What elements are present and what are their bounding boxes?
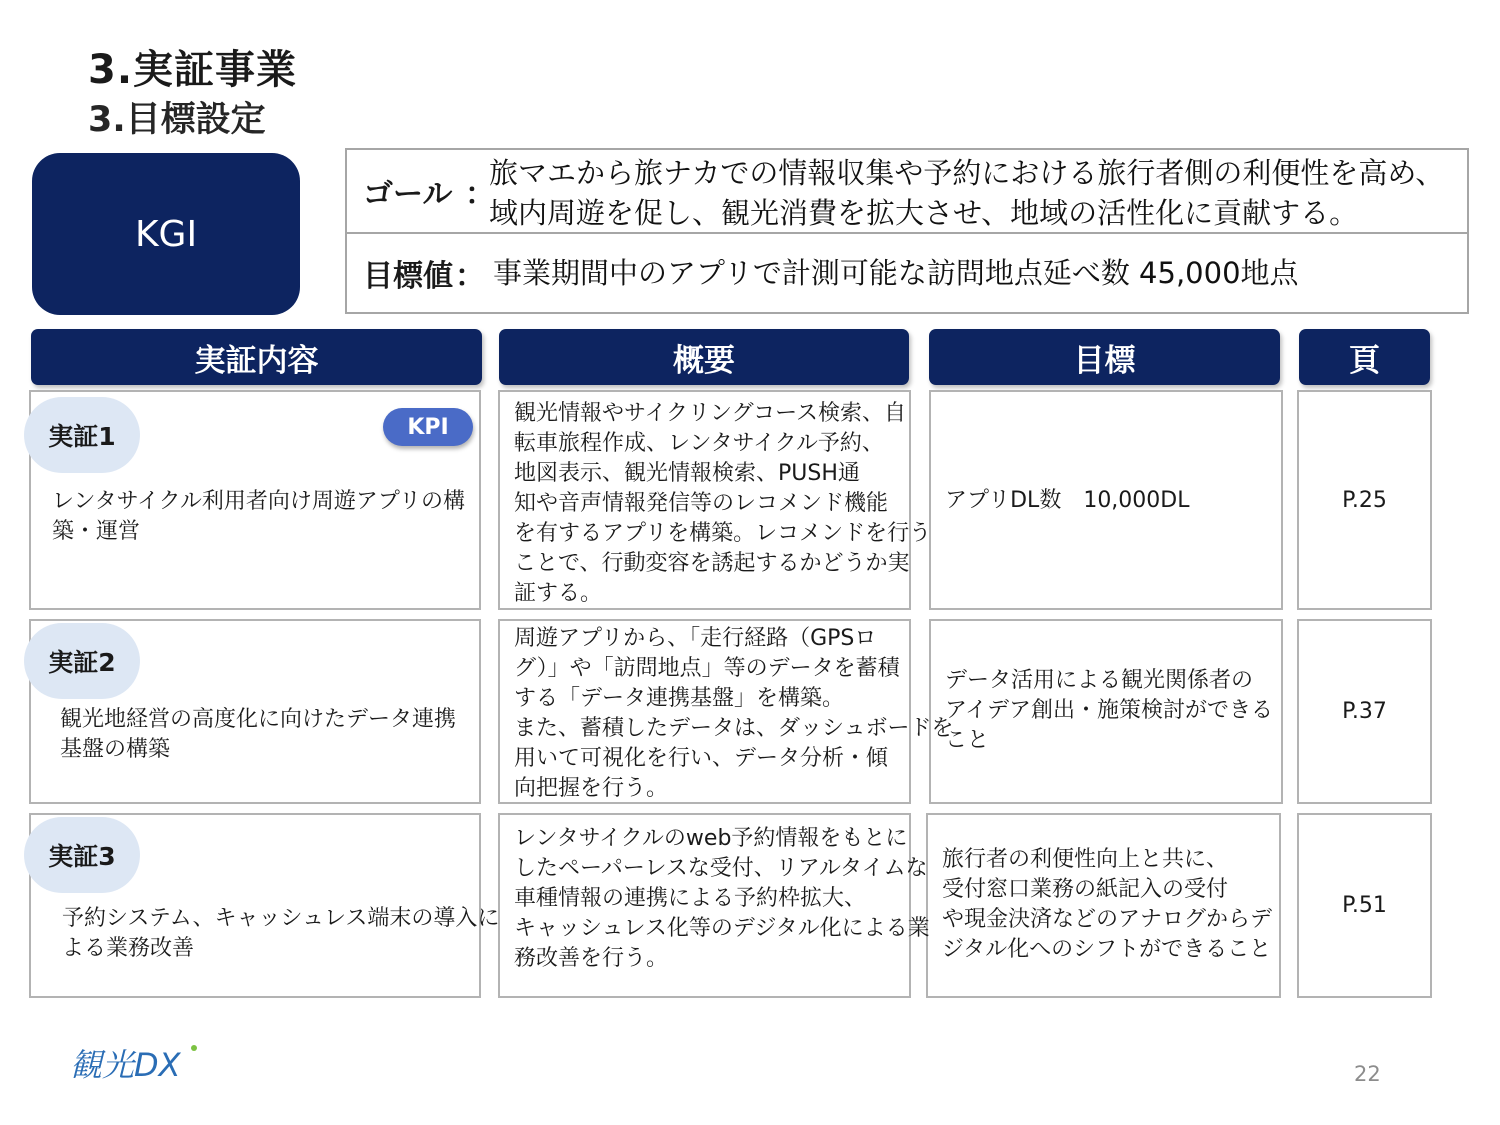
kgi-goal-table xyxy=(345,148,1469,314)
goal-colon: ： xyxy=(465,177,495,212)
goal-line: データ活用による観光関係者の xyxy=(945,668,1254,693)
summary-line: する「データ連携基盤」を構築。 xyxy=(514,686,845,711)
row-1-tag: 実証1 xyxy=(24,397,140,473)
summary-line: 転車旅程作成、レンタサイクル予約、 xyxy=(514,431,884,456)
target-colon: ： xyxy=(455,259,485,294)
summary-line: 向把握を行う。 xyxy=(514,776,669,801)
goal-line: 受付窓口業務の紙記入の受付 xyxy=(942,877,1229,902)
row-2-tag: 実証2 xyxy=(24,623,140,699)
goal-line: こと xyxy=(945,728,990,753)
goal-label: ゴール xyxy=(363,177,453,212)
row-3-page-ref: P.51 xyxy=(1342,893,1387,918)
target-row xyxy=(347,234,1467,312)
logo-graphic xyxy=(70,1040,200,1084)
kgi-label-box xyxy=(32,153,300,315)
summary-line: 周遊アプリから、「走行経路（GPSロ xyxy=(514,626,877,651)
summary-line: 用いて可視化を行い、データ分析・傾 xyxy=(514,746,889,771)
goal-line: ジタル化へのシフトができること xyxy=(942,937,1272,962)
page-subtitle: 3.目標設定 xyxy=(88,100,266,140)
row-2-content-text xyxy=(60,705,456,765)
row-2-content-line2: 基盤の構築 xyxy=(60,737,171,762)
goal-text xyxy=(489,153,1444,233)
summary-line: また、蓄積したデータは、ダッシュボードを xyxy=(514,716,954,741)
goal-line: アイデア創出・施策検討ができる xyxy=(945,698,1274,723)
page-title: 3.実証事業 xyxy=(88,47,298,93)
goal-text-line2: 域内周遊を促し、観光消費を拡大させ、地域の活性化に貢献する。 xyxy=(489,196,1359,230)
kpi-badge: KPI xyxy=(383,408,473,446)
row-2-page-ref: P.37 xyxy=(1342,699,1387,724)
goal-line: 旅行者の利便性向上と共に、 xyxy=(942,847,1229,872)
row-3-content-text xyxy=(62,904,499,964)
row-2-goal-text xyxy=(945,666,1273,756)
row-3-content-line2: よる業務改善 xyxy=(62,936,195,961)
summary-line: を有するアプリを構築。レコメンドを行う xyxy=(514,521,932,546)
column-header-summary: 概要 xyxy=(499,329,909,385)
row-1-content-line1: レンタサイクル利用者向け周遊アプリの構 xyxy=(52,489,466,514)
summary-line: 車種情報の連携による予約枠拡大、 xyxy=(514,886,867,911)
kanko-dx-logo xyxy=(70,1040,200,1088)
target-text: 事業期間中のアプリで計測可能な訪問地点延べ数 45,000地点 xyxy=(493,256,1299,290)
row-3-tag: 実証3 xyxy=(24,817,140,893)
goal-line: や現金決済などのアナログからデ xyxy=(942,907,1273,932)
goal-row xyxy=(347,150,1467,234)
target-label: 目標値 xyxy=(363,259,453,294)
row-2-summary-text xyxy=(514,624,954,804)
column-header-page: 頁 xyxy=(1299,329,1430,385)
summary-line: ことで、行動変容を誘起するかどうか実 xyxy=(514,551,910,576)
kgi-label: KGI xyxy=(134,213,198,255)
row-3-content-line1: 予約システム、キャッシュレス端末の導入に xyxy=(62,906,500,931)
goal-line: アプリDL数 10,000DL xyxy=(945,488,1190,513)
summary-line: 知や音声情報発信等のレコメンド機能 xyxy=(514,491,889,516)
page-number: 22 xyxy=(1354,1062,1381,1086)
row-1-content-text xyxy=(52,487,465,547)
summary-line: グ）」や「訪問地点」等のデータを蓄積 xyxy=(514,656,900,681)
row-3-goal-text xyxy=(942,845,1272,965)
logo-text: 観光DX xyxy=(70,1046,181,1084)
logo-dot-icon xyxy=(191,1045,197,1051)
summary-line: キャッシュレス化等のデジタル化による業 xyxy=(514,916,930,941)
row-1-page-ref: P.25 xyxy=(1342,487,1387,513)
row-3-summary-text xyxy=(514,824,930,974)
column-header-content: 実証内容 xyxy=(31,329,482,385)
summary-line: 証する。 xyxy=(514,581,603,606)
summary-line: 観光情報やサイクリングコース検索、自 xyxy=(514,401,907,426)
summary-line: 務改善を行う。 xyxy=(514,946,669,971)
goal-text-line1: 旅マエから旅ナカでの情報収集や予約における旅行者側の利便性を高め、 xyxy=(489,156,1445,190)
row-1-content-line2: 築・運営 xyxy=(52,519,141,544)
row-1-summary-text xyxy=(514,399,931,609)
summary-line: したペーパーレスな受付、リアルタイムな xyxy=(514,856,928,881)
summary-line: 地図表示、観光情報検索、PUSH通 xyxy=(514,461,860,486)
summary-line: レンタサイクルのweb予約情報をもとに xyxy=(514,826,908,851)
row-1-goal-text xyxy=(945,486,1190,516)
column-header-goal: 目標 xyxy=(929,329,1280,385)
row-2-content-line1: 観光地経営の高度化に向けたデータ連携 xyxy=(60,707,457,732)
